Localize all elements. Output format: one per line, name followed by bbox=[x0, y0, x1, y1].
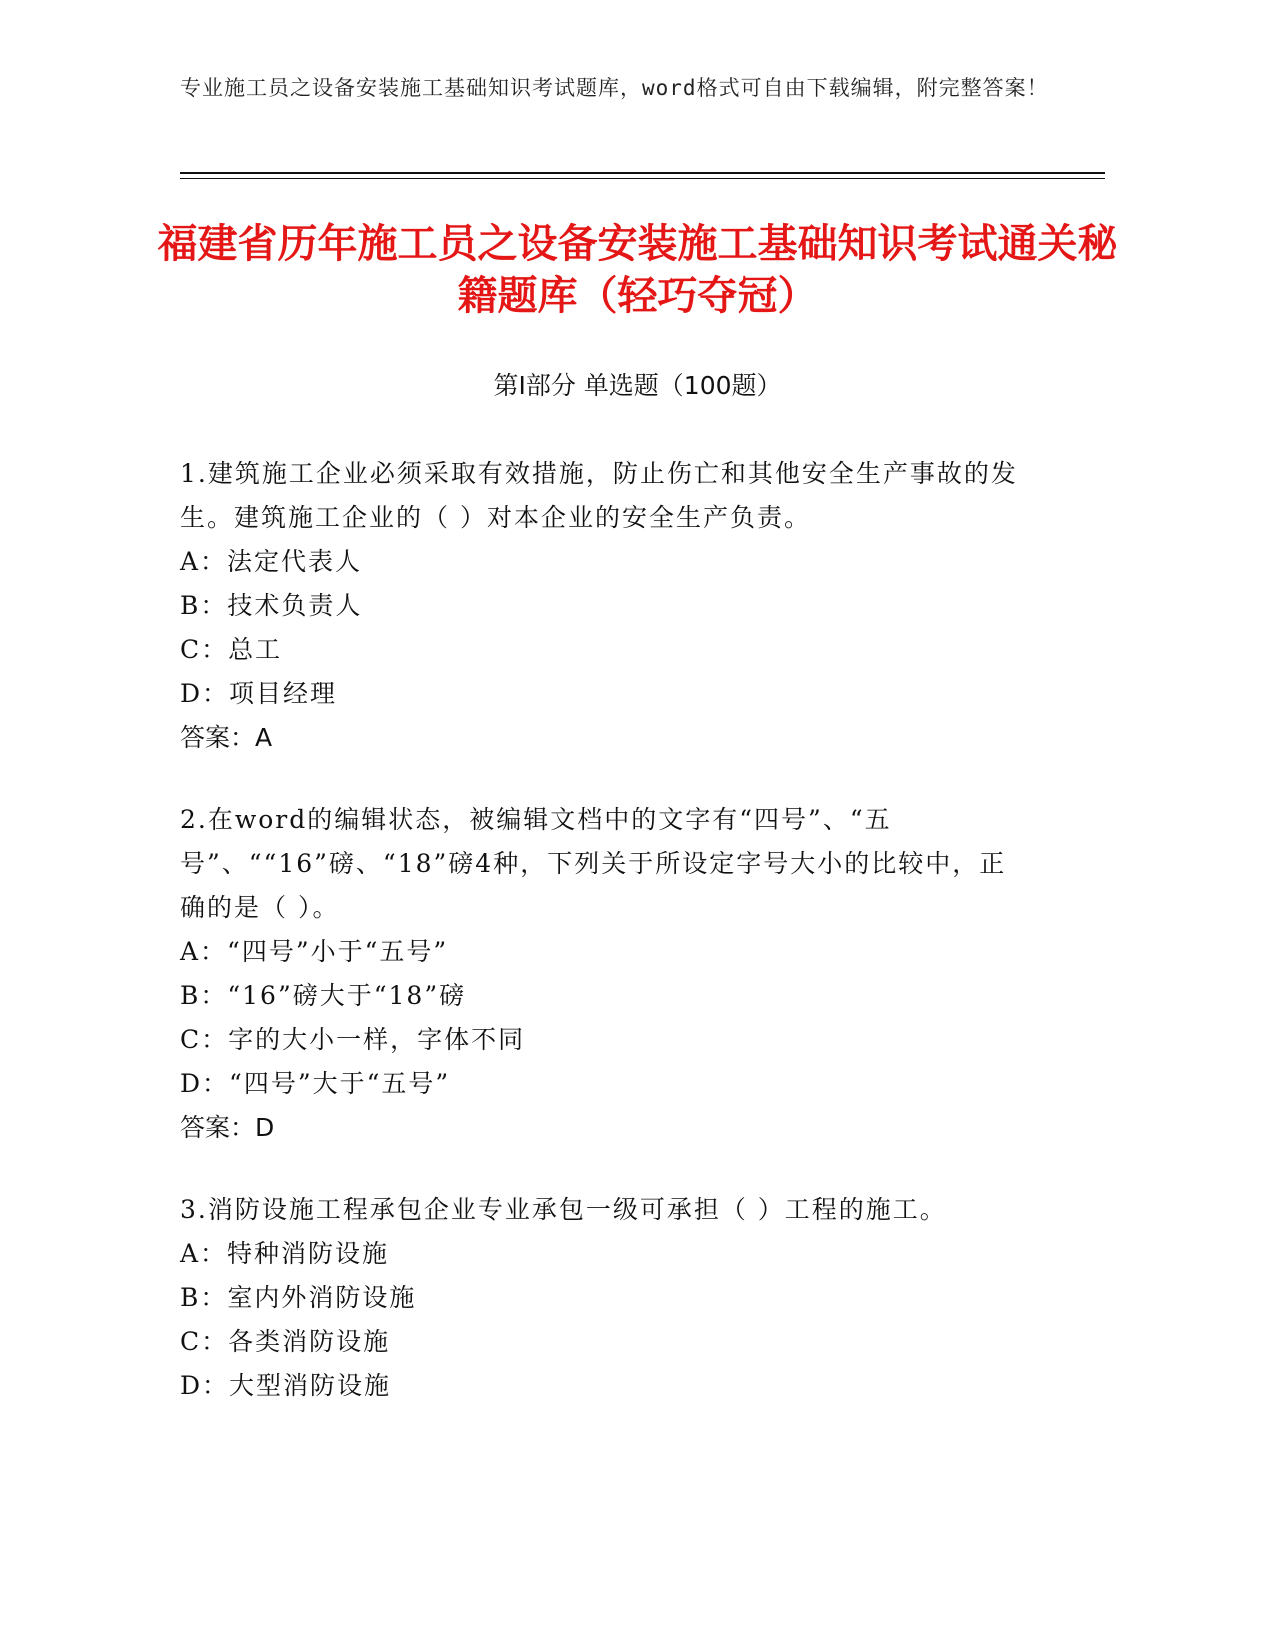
header-divider-thin bbox=[180, 178, 1105, 179]
option-b: B：室内外消防设施 bbox=[180, 1283, 417, 1312]
question-item bbox=[180, 452, 1020, 760]
option-c: C：总工 bbox=[180, 635, 283, 664]
section-heading: 第Ⅰ部分 单选题（100题） bbox=[493, 371, 782, 400]
option-b: B：技术负责人 bbox=[180, 591, 363, 620]
option-d: D：“四号”大于“五号” bbox=[180, 1069, 451, 1098]
header-divider-thick bbox=[180, 172, 1105, 174]
question-item bbox=[180, 1188, 1020, 1408]
question-item bbox=[180, 798, 1020, 1150]
question-text: 3.消防设施工程承包企业专业承包一级可承担（ ）工程的施工。 bbox=[180, 1195, 947, 1224]
answer-text: 答案：D bbox=[180, 1113, 275, 1142]
option-a: A：特种消防设施 bbox=[180, 1239, 390, 1268]
document-title: 福建省历年施工员之设备安装施工基础知识考试通关秘籍题库（轻巧夺冠） bbox=[157, 221, 1118, 319]
option-a: A：法定代表人 bbox=[180, 547, 363, 576]
option-c: C：各类消防设施 bbox=[180, 1327, 391, 1356]
option-d: D：项目经理 bbox=[180, 679, 338, 708]
question-text: 2.在word的编辑状态，被编辑文档中的文字有“四号”、“五号”、““16”磅、“18”磅4种，下列关于所设定字号大小的比较中，正确的是（ ）。 bbox=[180, 805, 1007, 922]
question-text: 1.建筑施工企业必须采取有效措施，防止伤亡和其他安全生产事故的发生。建筑施工企业的（ ）对本企业的安全生产负责。 bbox=[180, 459, 1018, 532]
answer-text: 答案：A bbox=[180, 723, 273, 752]
option-b: B：“16”磅大于“18”磅 bbox=[180, 981, 467, 1010]
option-a: A：“四号”小于“五号” bbox=[180, 937, 449, 966]
header-note: 专业施工员之设备安装施工基础知识考试题库，word格式可自由下载编辑，附完整答案！ bbox=[180, 76, 1049, 100]
option-d: D：大型消防设施 bbox=[180, 1371, 392, 1400]
option-c: C：字的大小一样，字体不同 bbox=[180, 1025, 526, 1054]
question-list bbox=[180, 452, 1020, 1446]
